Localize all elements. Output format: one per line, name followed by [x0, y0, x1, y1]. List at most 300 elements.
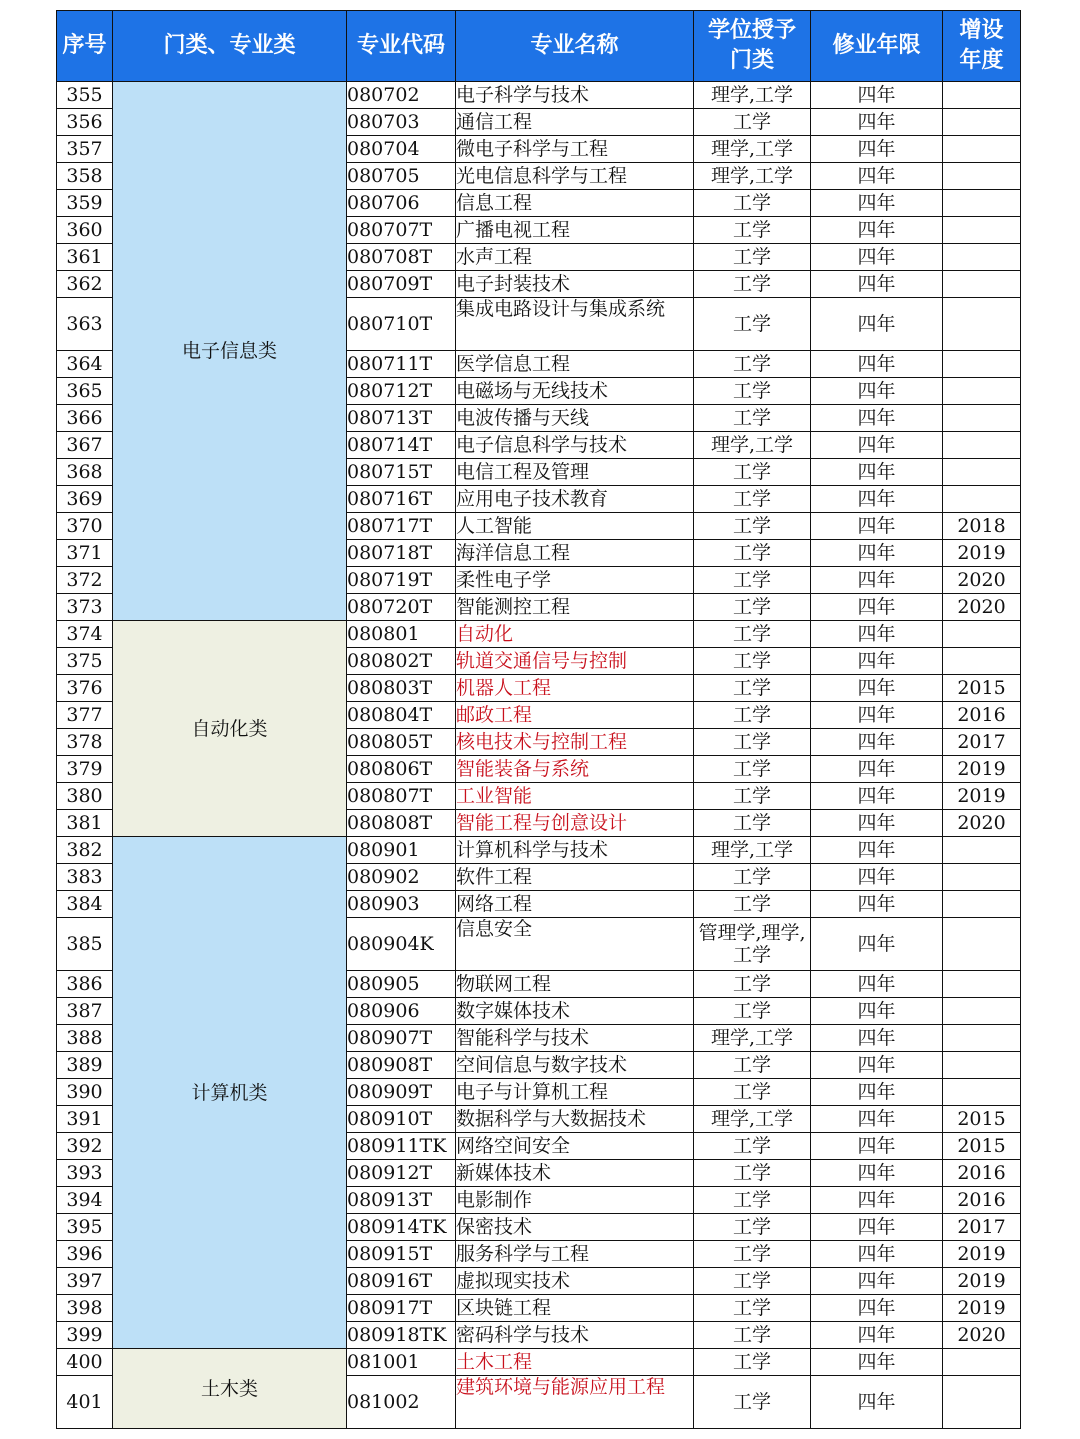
row-major-name: 计算机科学与技术 [456, 837, 694, 864]
row-years: 四年 [811, 378, 943, 405]
row-major-name: 智能测控工程 [456, 594, 694, 621]
row-degree: 工学 [694, 864, 811, 891]
row-seq: 378 [57, 729, 113, 756]
row-major-name: 工业智能 [456, 783, 694, 810]
row-seq: 390 [57, 1079, 113, 1106]
row-seq: 398 [57, 1295, 113, 1322]
row-degree: 理学,工学 [694, 837, 811, 864]
row-added-year: 2019 [943, 1295, 1021, 1322]
row-major-name: 电信工程及管理 [456, 459, 694, 486]
row-code: 080805T [347, 729, 456, 756]
row-major-name: 广播电视工程 [456, 217, 694, 244]
row-added-year [943, 271, 1021, 298]
row-degree: 工学 [694, 244, 811, 271]
row-seq: 362 [57, 271, 113, 298]
row-degree: 理学,工学 [694, 432, 811, 459]
row-added-year [943, 621, 1021, 648]
table-body [57, 82, 1021, 1429]
row-years: 四年 [811, 486, 943, 513]
table-row [57, 1349, 1021, 1376]
row-code: 080918TK [347, 1322, 456, 1349]
row-years: 四年 [811, 298, 943, 351]
row-seq: 387 [57, 998, 113, 1025]
row-added-year: 2019 [943, 1268, 1021, 1295]
row-years: 四年 [811, 1214, 943, 1241]
row-degree: 工学 [694, 1349, 811, 1376]
row-added-year: 2020 [943, 810, 1021, 837]
row-major-name: 物联网工程 [456, 971, 694, 998]
row-years: 四年 [811, 1052, 943, 1079]
row-added-year: 2019 [943, 1241, 1021, 1268]
row-added-year: 2015 [943, 1133, 1021, 1160]
row-added-year [943, 163, 1021, 190]
row-added-year [943, 1079, 1021, 1106]
row-seq: 363 [57, 298, 113, 351]
row-major-name: 微电子科学与工程 [456, 136, 694, 163]
row-code: 080705 [347, 163, 456, 190]
header-degree [694, 11, 811, 82]
row-seq: 376 [57, 675, 113, 702]
row-major-name: 电影制作 [456, 1187, 694, 1214]
row-seq: 374 [57, 621, 113, 648]
header-seq: 序号 [57, 11, 113, 82]
row-degree: 工学 [694, 486, 811, 513]
row-code: 080911TK [347, 1133, 456, 1160]
row-seq: 392 [57, 1133, 113, 1160]
row-major-name: 保密技术 [456, 1214, 694, 1241]
row-major-name: 电子封装技术 [456, 271, 694, 298]
row-code: 080804T [347, 702, 456, 729]
row-code: 080707T [347, 217, 456, 244]
row-added-year [943, 82, 1021, 109]
row-code: 080908T [347, 1052, 456, 1079]
row-degree: 工学 [694, 810, 811, 837]
row-major-name: 邮政工程 [456, 702, 694, 729]
row-added-year [943, 837, 1021, 864]
row-degree: 工学 [694, 594, 811, 621]
row-major-name: 集成电路设计与集成系统 [456, 298, 694, 351]
row-code: 080910T [347, 1106, 456, 1133]
row-added-year [943, 351, 1021, 378]
row-seq: 367 [57, 432, 113, 459]
row-years: 四年 [811, 594, 943, 621]
row-added-year: 2017 [943, 729, 1021, 756]
row-added-year: 2016 [943, 702, 1021, 729]
row-code: 080909T [347, 1079, 456, 1106]
row-degree: 工学 [694, 1268, 811, 1295]
row-added-year [943, 459, 1021, 486]
table-row [57, 82, 1021, 109]
row-code: 080801 [347, 621, 456, 648]
row-degree: 工学 [694, 271, 811, 298]
row-years: 四年 [811, 864, 943, 891]
row-years: 四年 [811, 1322, 943, 1349]
header-code: 专业代码 [347, 11, 456, 82]
row-seq: 355 [57, 82, 113, 109]
row-major-name: 智能装备与系统 [456, 756, 694, 783]
row-major-name: 虚拟现实技术 [456, 1268, 694, 1295]
row-years: 四年 [811, 351, 943, 378]
row-degree: 工学 [694, 1079, 811, 1106]
header-years: 修业年限 [811, 11, 943, 82]
row-degree: 工学 [694, 891, 811, 918]
row-degree: 工学 [694, 378, 811, 405]
row-seq: 386 [57, 971, 113, 998]
row-major-name: 智能工程与创意设计 [456, 810, 694, 837]
row-major-name: 柔性电子学 [456, 567, 694, 594]
row-years: 四年 [811, 405, 943, 432]
category-cell: 自动化类 [113, 621, 347, 837]
row-seq: 360 [57, 217, 113, 244]
row-added-year [943, 432, 1021, 459]
row-degree: 理学,工学 [694, 163, 811, 190]
row-code: 080716T [347, 486, 456, 513]
row-degree: 理学,工学 [694, 82, 811, 109]
row-seq: 379 [57, 756, 113, 783]
row-added-year [943, 217, 1021, 244]
row-code: 080917T [347, 1295, 456, 1322]
row-major-name: 新媒体技术 [456, 1160, 694, 1187]
row-added-year [943, 864, 1021, 891]
row-degree: 工学 [694, 190, 811, 217]
row-degree: 理学,工学 [694, 1025, 811, 1052]
row-major-name: 智能科学与技术 [456, 1025, 694, 1052]
header-added-label: 增设年度 [959, 18, 1004, 73]
row-seq: 396 [57, 1241, 113, 1268]
row-years: 四年 [811, 1079, 943, 1106]
row-years: 四年 [811, 271, 943, 298]
category-cell: 计算机类 [113, 837, 347, 1349]
row-major-name: 轨道交通信号与控制 [456, 648, 694, 675]
row-code: 080704 [347, 136, 456, 163]
row-code: 080912T [347, 1160, 456, 1187]
row-seq: 393 [57, 1160, 113, 1187]
row-major-name: 光电信息科学与工程 [456, 163, 694, 190]
row-degree: 工学 [694, 783, 811, 810]
row-seq: 356 [57, 109, 113, 136]
row-code: 080710T [347, 298, 456, 351]
row-seq: 383 [57, 864, 113, 891]
row-added-year: 2015 [943, 1106, 1021, 1133]
row-degree: 工学 [694, 729, 811, 756]
category-cell: 土木类 [113, 1349, 347, 1429]
row-major-name: 电子与计算机工程 [456, 1079, 694, 1106]
row-major-name: 区块链工程 [456, 1295, 694, 1322]
majors-table [56, 10, 1021, 1429]
row-major-name: 机器人工程 [456, 675, 694, 702]
row-years: 四年 [811, 621, 943, 648]
header-degree-label: 学位授予门类 [707, 18, 796, 73]
row-code: 080901 [347, 837, 456, 864]
row-added-year [943, 1376, 1021, 1429]
row-seq: 389 [57, 1052, 113, 1079]
row-years: 四年 [811, 1295, 943, 1322]
row-seq: 375 [57, 648, 113, 675]
row-seq: 380 [57, 783, 113, 810]
row-years: 四年 [811, 1376, 943, 1429]
row-code: 080903 [347, 891, 456, 918]
row-years: 四年 [811, 1241, 943, 1268]
row-degree: 工学 [694, 971, 811, 998]
row-years: 四年 [811, 432, 943, 459]
row-major-name: 空间信息与数字技术 [456, 1052, 694, 1079]
row-code: 080916T [347, 1268, 456, 1295]
row-major-name: 应用电子技术教育 [456, 486, 694, 513]
row-years: 四年 [811, 756, 943, 783]
row-years: 四年 [811, 702, 943, 729]
row-years: 四年 [811, 567, 943, 594]
row-seq: 382 [57, 837, 113, 864]
row-code: 080802T [347, 648, 456, 675]
row-code: 080715T [347, 459, 456, 486]
row-seq: 357 [57, 136, 113, 163]
row-added-year: 2016 [943, 1160, 1021, 1187]
row-code: 080905 [347, 971, 456, 998]
row-major-name: 数据科学与大数据技术 [456, 1106, 694, 1133]
row-major-name: 网络空间安全 [456, 1133, 694, 1160]
row-code: 080713T [347, 405, 456, 432]
row-years: 四年 [811, 729, 943, 756]
row-added-year: 2017 [943, 1214, 1021, 1241]
row-major-name: 建筑环境与能源应用工程 [456, 1376, 694, 1429]
row-degree: 工学 [694, 109, 811, 136]
row-code: 081002 [347, 1376, 456, 1429]
row-major-name: 电子信息科学与技术 [456, 432, 694, 459]
row-years: 四年 [811, 891, 943, 918]
row-code: 080913T [347, 1187, 456, 1214]
row-degree: 工学 [694, 567, 811, 594]
row-added-year [943, 648, 1021, 675]
row-degree: 工学 [694, 1241, 811, 1268]
row-major-name: 核电技术与控制工程 [456, 729, 694, 756]
row-major-name: 数字媒体技术 [456, 998, 694, 1025]
row-code: 080906 [347, 998, 456, 1025]
row-degree: 工学 [694, 648, 811, 675]
row-code: 080719T [347, 567, 456, 594]
row-added-year [943, 109, 1021, 136]
row-degree: 工学 [694, 1160, 811, 1187]
row-code: 080914TK [347, 1214, 456, 1241]
row-seq: 400 [57, 1349, 113, 1376]
row-major-name: 医学信息工程 [456, 351, 694, 378]
row-years: 四年 [811, 837, 943, 864]
table-header-row [57, 11, 1021, 82]
row-code: 080711T [347, 351, 456, 378]
row-years: 四年 [811, 1025, 943, 1052]
table-row [57, 837, 1021, 864]
row-major-name: 通信工程 [456, 109, 694, 136]
row-seq: 395 [57, 1214, 113, 1241]
row-major-name: 信息工程 [456, 190, 694, 217]
row-added-year [943, 486, 1021, 513]
row-code: 080717T [347, 513, 456, 540]
row-major-name: 服务科学与工程 [456, 1241, 694, 1268]
row-code: 080904K [347, 918, 456, 971]
row-years: 四年 [811, 648, 943, 675]
row-years: 四年 [811, 136, 943, 163]
row-years: 四年 [811, 1133, 943, 1160]
row-added-year: 2019 [943, 783, 1021, 810]
row-years: 四年 [811, 82, 943, 109]
row-code: 081001 [347, 1349, 456, 1376]
row-seq: 384 [57, 891, 113, 918]
row-seq: 369 [57, 486, 113, 513]
row-seq: 385 [57, 918, 113, 971]
row-code: 080714T [347, 432, 456, 459]
header-name: 专业名称 [456, 11, 694, 82]
row-years: 四年 [811, 918, 943, 971]
row-added-year [943, 244, 1021, 271]
table-row [57, 621, 1021, 648]
row-degree: 工学 [694, 298, 811, 351]
row-degree: 管理学,理学,工学 [694, 918, 811, 971]
row-years: 四年 [811, 540, 943, 567]
row-years: 四年 [811, 163, 943, 190]
row-years: 四年 [811, 1160, 943, 1187]
row-years: 四年 [811, 513, 943, 540]
row-seq: 371 [57, 540, 113, 567]
row-seq: 359 [57, 190, 113, 217]
row-seq: 365 [57, 378, 113, 405]
row-added-year [943, 918, 1021, 971]
row-code: 080902 [347, 864, 456, 891]
row-degree: 工学 [694, 405, 811, 432]
row-added-year [943, 378, 1021, 405]
row-added-year [943, 1052, 1021, 1079]
row-seq: 361 [57, 244, 113, 271]
row-added-year [943, 298, 1021, 351]
row-added-year: 2018 [943, 513, 1021, 540]
row-years: 四年 [811, 810, 943, 837]
row-major-name: 密码科学与技术 [456, 1322, 694, 1349]
row-seq: 399 [57, 1322, 113, 1349]
row-seq: 377 [57, 702, 113, 729]
row-seq: 394 [57, 1187, 113, 1214]
row-degree: 理学,工学 [694, 1106, 811, 1133]
row-added-year [943, 998, 1021, 1025]
row-major-name: 电子科学与技术 [456, 82, 694, 109]
row-degree: 工学 [694, 1295, 811, 1322]
category-cell: 电子信息类 [113, 82, 347, 621]
row-degree: 工学 [694, 459, 811, 486]
row-code: 080702 [347, 82, 456, 109]
row-major-name: 海洋信息工程 [456, 540, 694, 567]
row-seq: 388 [57, 1025, 113, 1052]
row-code: 080803T [347, 675, 456, 702]
row-code: 080706 [347, 190, 456, 217]
row-years: 四年 [811, 783, 943, 810]
row-degree: 工学 [694, 1322, 811, 1349]
row-degree: 工学 [694, 1133, 811, 1160]
row-seq: 373 [57, 594, 113, 621]
row-degree: 理学,工学 [694, 136, 811, 163]
row-added-year: 2015 [943, 675, 1021, 702]
row-seq: 372 [57, 567, 113, 594]
row-code: 080907T [347, 1025, 456, 1052]
row-major-name: 水声工程 [456, 244, 694, 271]
row-degree: 工学 [694, 1052, 811, 1079]
row-added-year [943, 405, 1021, 432]
row-years: 四年 [811, 190, 943, 217]
row-years: 四年 [811, 244, 943, 271]
row-added-year: 2019 [943, 540, 1021, 567]
row-major-name: 电波传播与天线 [456, 405, 694, 432]
row-degree: 工学 [694, 621, 811, 648]
row-years: 四年 [811, 109, 943, 136]
row-years: 四年 [811, 217, 943, 244]
row-degree: 工学 [694, 1214, 811, 1241]
row-added-year: 2016 [943, 1187, 1021, 1214]
row-code: 080808T [347, 810, 456, 837]
header-added [943, 11, 1021, 82]
row-seq: 397 [57, 1268, 113, 1295]
row-major-name: 人工智能 [456, 513, 694, 540]
header-category: 门类、专业类 [113, 11, 347, 82]
row-seq: 368 [57, 459, 113, 486]
row-code: 080709T [347, 271, 456, 298]
row-years: 四年 [811, 971, 943, 998]
row-years: 四年 [811, 1349, 943, 1376]
row-years: 四年 [811, 998, 943, 1025]
row-code: 080718T [347, 540, 456, 567]
row-years: 四年 [811, 1187, 943, 1214]
row-added-year: 2020 [943, 567, 1021, 594]
row-added-year [943, 971, 1021, 998]
row-code: 080720T [347, 594, 456, 621]
row-seq: 370 [57, 513, 113, 540]
row-degree: 工学 [694, 351, 811, 378]
row-degree: 工学 [694, 513, 811, 540]
row-code: 080807T [347, 783, 456, 810]
row-code: 080708T [347, 244, 456, 271]
row-added-year: 2020 [943, 594, 1021, 621]
row-major-name: 信息安全 [456, 918, 694, 971]
row-seq: 391 [57, 1106, 113, 1133]
row-seq: 364 [57, 351, 113, 378]
row-degree: 工学 [694, 998, 811, 1025]
row-degree: 工学 [694, 756, 811, 783]
row-seq: 366 [57, 405, 113, 432]
row-seq: 401 [57, 1376, 113, 1429]
row-degree: 工学 [694, 1376, 811, 1429]
row-years: 四年 [811, 459, 943, 486]
row-years: 四年 [811, 675, 943, 702]
row-added-year [943, 1349, 1021, 1376]
row-added-year: 2019 [943, 756, 1021, 783]
row-major-name: 电磁场与无线技术 [456, 378, 694, 405]
row-added-year [943, 891, 1021, 918]
row-degree: 工学 [694, 675, 811, 702]
row-years: 四年 [811, 1268, 943, 1295]
row-added-year [943, 190, 1021, 217]
row-degree: 工学 [694, 540, 811, 567]
row-major-name: 软件工程 [456, 864, 694, 891]
row-added-year: 2020 [943, 1322, 1021, 1349]
row-degree: 工学 [694, 1187, 811, 1214]
row-code: 080915T [347, 1241, 456, 1268]
row-added-year [943, 1025, 1021, 1052]
row-code: 080712T [347, 378, 456, 405]
row-major-name: 网络工程 [456, 891, 694, 918]
row-added-year [943, 136, 1021, 163]
row-seq: 358 [57, 163, 113, 190]
row-degree: 工学 [694, 702, 811, 729]
row-code: 080806T [347, 756, 456, 783]
row-code: 080703 [347, 109, 456, 136]
row-seq: 381 [57, 810, 113, 837]
row-major-name: 自动化 [456, 621, 694, 648]
row-degree: 工学 [694, 217, 811, 244]
